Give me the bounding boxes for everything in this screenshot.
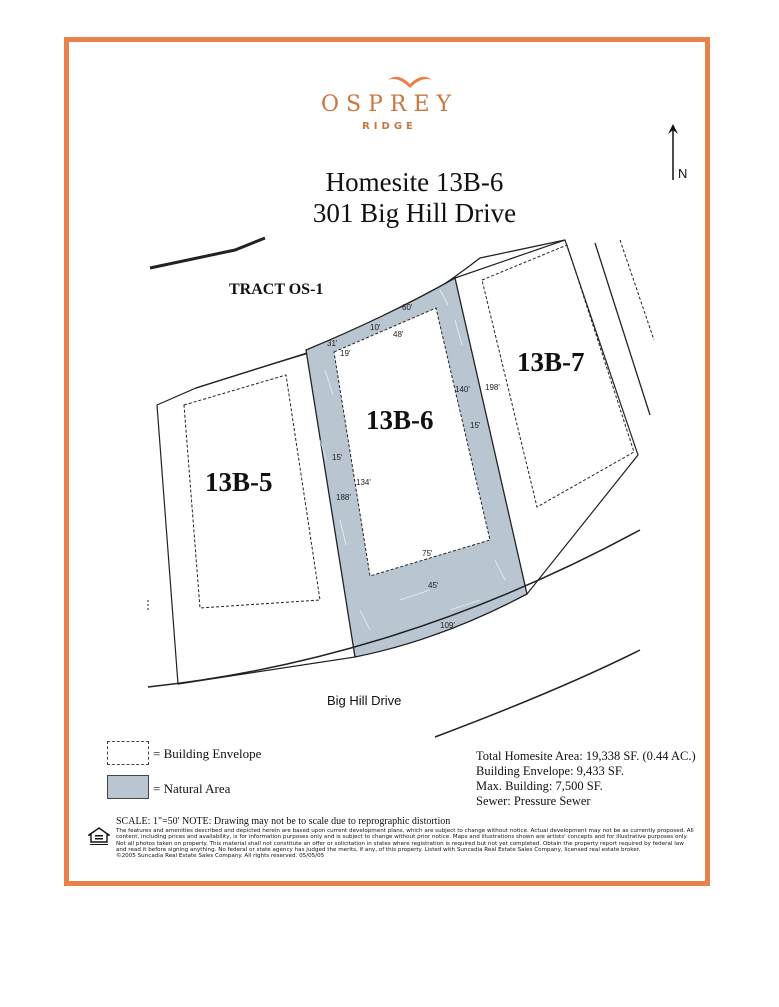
street-label: Big Hill Drive	[327, 693, 402, 708]
dim-label: 48'	[393, 330, 404, 339]
dim-label: 109'	[440, 621, 455, 630]
copyright: ©2005 Suncadia Real Estate Sales Company. All rights reserved. 05/05/05	[116, 853, 325, 860]
lot-label-13b6: 13B-6	[366, 405, 434, 435]
dim-label: 19'	[340, 349, 351, 358]
adjacent-envelope-line	[620, 240, 654, 340]
legend-natural-label: = Natural Area	[153, 781, 231, 796]
disclaimer-text: The features and amenities described and depicted herein are based upon current development plans, which are subject to change without notice. Actual development may not be as currently proposed. All content, including prices and availability, is for information purposes only and is subject to change without prior notice. Maps and illustrations shown are artists' concepts and for illustrative purposes only. Not all photos taken on property. This material shall not constitute an offer or solicitation in states where registration is required but not yet completed. Obtain the property report required by federal law and read it before signing anything. No federal or state agency has judged the merits, if any, of this property. Listed with Suncadia Real Estate Sales Company, licensed real estate broker.	[116, 828, 694, 853]
brand-subtitle: RIDGE	[362, 121, 417, 132]
dim-label: 60'	[402, 303, 413, 312]
legend-natural-swatch	[107, 775, 149, 799]
lot-label-13b7: 13B-7	[517, 347, 585, 377]
dim-label: 75'	[422, 549, 433, 558]
tract-label: TRACT OS-1	[229, 281, 324, 298]
stat-max-building: Max. Building: 7,500 SF.	[476, 779, 603, 793]
dim-label: 45'	[428, 581, 439, 590]
dim-label: 134'	[356, 478, 371, 487]
dim-label: 15'	[470, 421, 481, 430]
legend-envelope-swatch	[107, 741, 149, 765]
big-hill-drive-south-edge	[435, 650, 640, 737]
disclaimer	[116, 828, 696, 859]
north-label: N	[678, 166, 688, 181]
brand-name: OSPREY	[320, 92, 459, 117]
dim-label: 31'	[327, 339, 338, 348]
homesite-title: Homesite 13B-6	[325, 167, 504, 197]
stat-sewer: Sewer: Pressure Sewer	[476, 794, 591, 808]
stat-total-area: Total Homesite Area: 19,338 SF. (0.44 AC.)	[476, 749, 696, 763]
stat-building-envelope: Building Envelope: 9,433 SF.	[476, 764, 624, 778]
homesite-address: 301 Big Hill Drive	[312, 198, 517, 228]
road-stub	[150, 238, 265, 268]
homesite-stats	[476, 749, 696, 809]
lot-label-13b5: 13B-5	[205, 467, 273, 497]
dim-label: 198'	[485, 383, 500, 392]
scale-note: SCALE: 1"=50' NOTE: Drawing may not be to scale due to reprographic distortion	[116, 816, 451, 827]
adjacent-lot-line	[595, 243, 650, 415]
equal-housing-opportunity-icon	[88, 826, 110, 846]
dim-label: 10'	[370, 323, 381, 332]
legend-envelope-label: = Building Envelope	[153, 746, 262, 761]
dim-label: 15'	[332, 453, 343, 462]
dim-label: 140'	[455, 385, 470, 394]
dim-label: 188'	[336, 493, 351, 502]
